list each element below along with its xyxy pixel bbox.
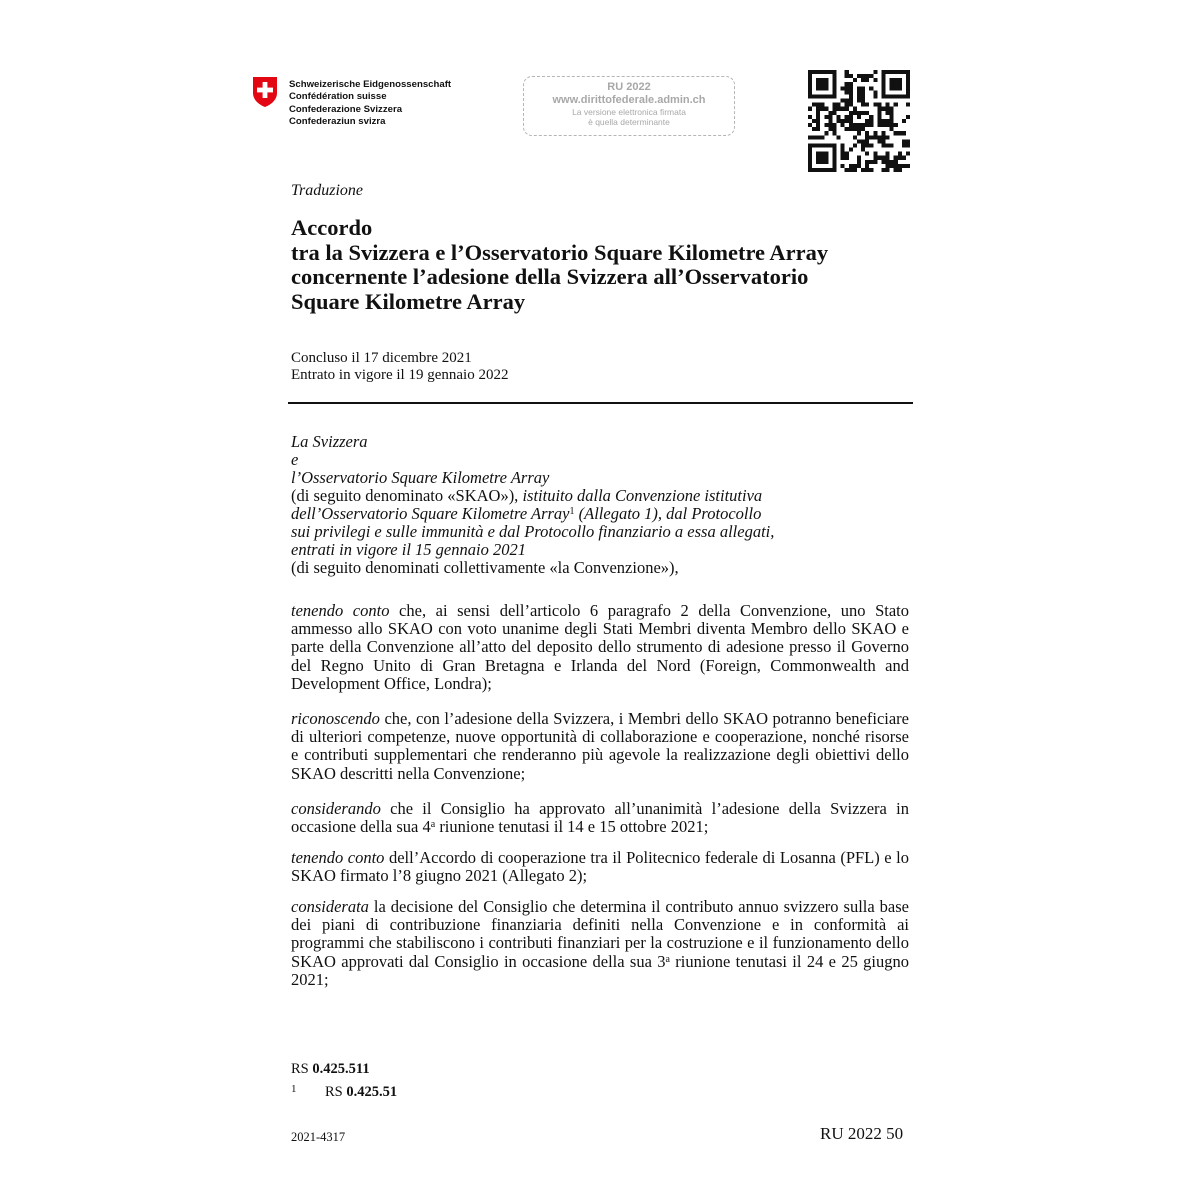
confederation-names [289, 79, 451, 129]
party-skao: l’Osservatorio Square Kilometre Array [291, 468, 550, 487]
recital-paragraph: tenendo conto dell’Accordo di cooperazione tra il Politecnico federale di Losanna (PFL) e lo SKAO firmato l’8 giugno 2021 (Allegato 2); [291, 848, 909, 886]
qr-code-icon[interactable] [808, 70, 910, 172]
title-line: Accordo [291, 215, 373, 240]
title-line: concernente l’adesione della Svizzera all’Osservatorio [291, 264, 809, 289]
recital-paragraph: riconoscendo che, con l’adesione della Svizzera, i Membri dello SKAO potranno beneficiare di ulteriori competenze, nuove opportunità di collaborazione e cooperazione, nonché risorse e contributi supplementari che renderanno più agevole la realizzazione degli obiettivi dello SKAO descritti nella Convenzione; [291, 709, 909, 783]
entry-into-force-date: Entrato in vigore il 19 gennaio 2022 [291, 366, 509, 383]
document-number: 2021-4317 [291, 1130, 346, 1144]
document-dates [291, 350, 508, 383]
stamp-note-2: è quella determinante [588, 117, 670, 127]
swiss-cross-shield-icon [252, 76, 278, 108]
stamp-ru: RU 2022 [607, 81, 651, 93]
confederation-name-fr: Confédération suisse [289, 91, 387, 103]
skao-definition: (di seguito denominato «SKAO»), istituito dalla Convenzione istitutiva [291, 486, 763, 505]
footnote-1: 1 RS 0.425.51 [291, 1083, 398, 1100]
recital-paragraph: tenendo conto che, ai sensi dell’articolo 6 paragrafo 2 della Convenzione, uno Stato ammesso allo SKAO con voto unanime degli Stati Membri diventa Membro dello SKAO e parte della Convenzione all’atto del deposito dello strumento di adesione presso il Governo del Regno Unito di Gran Bretagna e Irlanda del Nord (Foreign, Commonwealth and Development Office, Londra); [291, 601, 909, 693]
conjunction: e [291, 450, 299, 469]
title-divider [288, 402, 913, 404]
concluded-date: Concluso il 17 dicembre 2021 [291, 350, 472, 366]
document-title [291, 216, 911, 314]
title-line: Square Kilometre Array [291, 288, 526, 314]
translation-label: Traduzione [291, 182, 364, 199]
footnote-ref-1[interactable]: 1 [569, 506, 575, 517]
stamp-note-1: La versione elettronica firmata [572, 107, 686, 117]
confederation-name-de: Schweizerische Eidgenossenschaft [289, 79, 452, 90]
recital-paragraph: considerando che il Consiglio ha approvato all’unanimità l’adesione della Svizzera in occasione della sua 4$^a$ riunione tenutasi il 14 e 15 ottobre 2021; [291, 799, 909, 837]
rs-classification: RS 0.425.511 [291, 1061, 370, 1077]
party-switzerland: La Svizzera [291, 432, 368, 451]
official-compilation-reference: RU 2022 50 [820, 1124, 904, 1143]
preamble [291, 433, 911, 577]
recital-paragraph: considerata la decisione del Consiglio che determina il contributo annuo svizzero sulla base dei piani di contribuzione finanziaria definiti nella Convenzione e in conformità ai programmi che stabiliscono i contributi finanziari per la costruzione e il funzionamento dello SKAO approvati dal Consiglio in occasione della sua 3$^a$ riunione tenutasi il 24 e 25 giugno 2021; [291, 897, 910, 989]
protocol-reference: sui privilegi e sulle immunità e dal Protocollo finanziario a essa allegati, [291, 522, 775, 541]
convention-reference: dell’Osservatorio Square Kilometre Array$^1$ (Allegato 1), dal Protocollo [291, 504, 762, 523]
entry-into-force-reference: entrati in vigore il 15 gennaio 2021 [291, 540, 526, 559]
confederation-name-rm: Confederaziun svizra [289, 116, 386, 128]
stamp-website: www.dirittofederale.admin.ch [552, 94, 706, 106]
title-line: tra la Svizzera e l’Osservatorio Square Kilometre Array [291, 239, 829, 265]
official-publication-stamp [523, 76, 735, 136]
confederation-name-it: Confederazione Svizzera [289, 103, 403, 115]
collective-definition: (di seguito denominati collettivamente «la Convenzione»), [291, 558, 679, 577]
